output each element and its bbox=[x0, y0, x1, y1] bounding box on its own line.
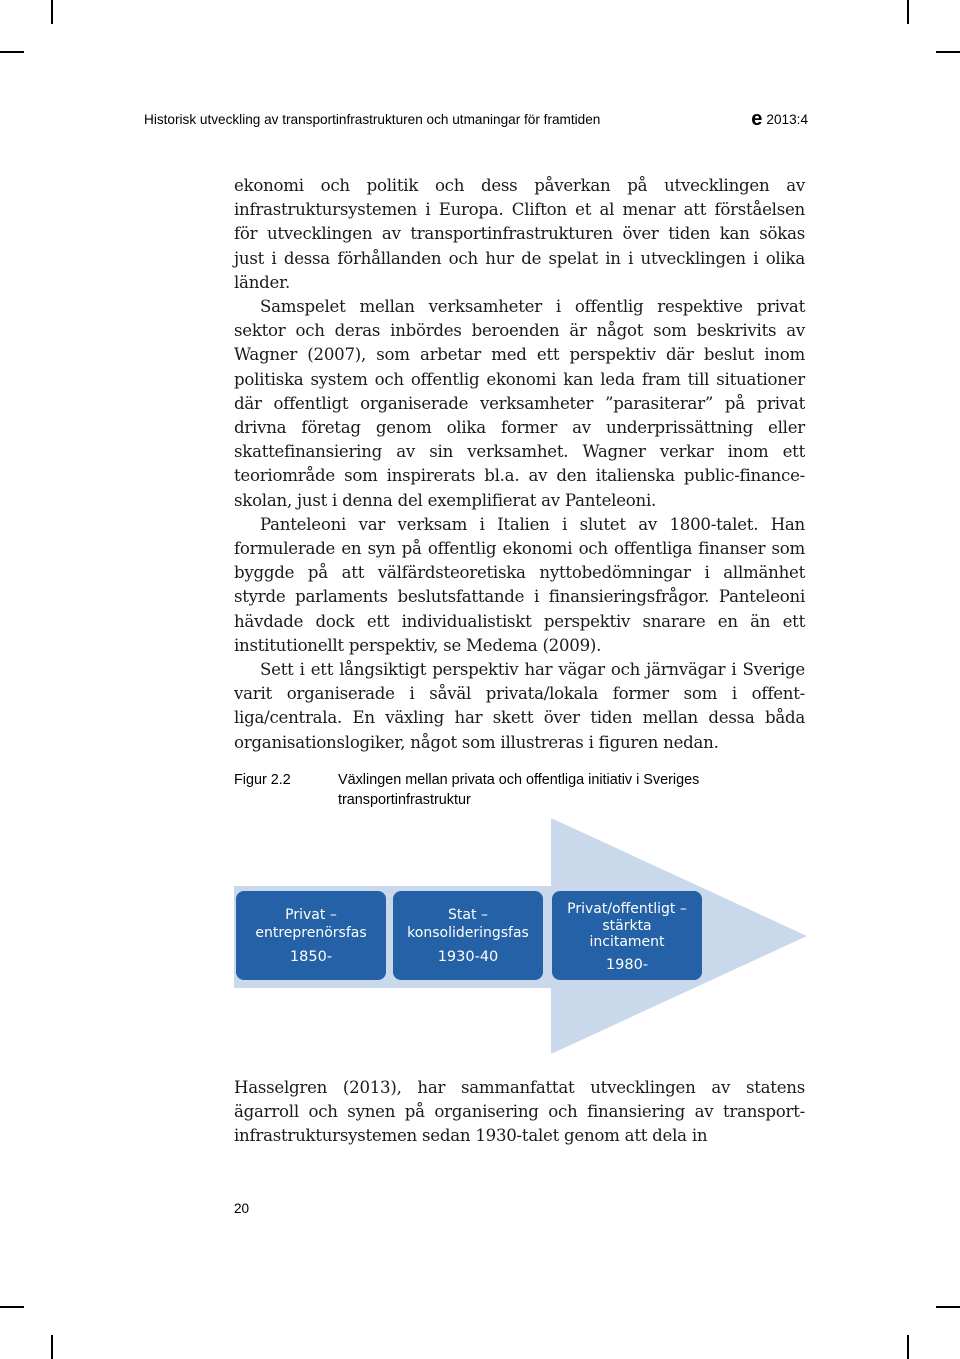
figure-title: Växlingen mellan privata och offentliga initiativ i Sveriges transportinfrastruktur bbox=[338, 772, 700, 808]
running-header bbox=[144, 108, 808, 132]
body-text-after-figure bbox=[234, 1076, 805, 1149]
phase-3-year: 1980- bbox=[605, 957, 649, 973]
crop-mark-top-right-h bbox=[936, 51, 960, 53]
crop-mark-top-left-h bbox=[0, 51, 24, 53]
paragraph-1: ekonomi och politik och dess påverkan på utvecklingen av infrastruktursystemen i Europa. Clifton et al menar att förståelsen för utvecklingen av transportinfrastrukturen över tiden kan sökas just i dessa förhållanden och hur de spelat in i utvecklingen i olika länder. bbox=[234, 176, 805, 292]
crop-mark-bottom-right-v bbox=[907, 1335, 909, 1359]
paragraph-5: Hasselgren (2013), har sammanfattat utvecklingen av statens ägarroll och synen på organisering och finansiering av transport-infrastruktursystemen sedan 1930-talet genom att dela in bbox=[234, 1078, 805, 1146]
publisher-logo-icon: e bbox=[751, 108, 763, 130]
crop-mark-bottom-left-v bbox=[51, 1335, 53, 1359]
crop-mark-bottom-left-h bbox=[0, 1306, 24, 1308]
phase-box-2 bbox=[393, 891, 543, 980]
phase-1-year: 1850- bbox=[289, 949, 333, 965]
phase-1-line1: Privat – bbox=[285, 907, 337, 923]
phase-box-1 bbox=[236, 891, 386, 980]
phase-2-line1: Stat – bbox=[448, 907, 488, 923]
header-title: Historisk utveckling av transportinfrastrukturen och utmaningar för framtiden bbox=[144, 112, 601, 127]
phase-2-line2: konsolideringsfas bbox=[407, 925, 529, 941]
header-issue: 2013:4 bbox=[766, 112, 808, 127]
phase-1-line2: entreprenörsfas bbox=[255, 925, 367, 941]
crop-mark-top-left-v bbox=[51, 0, 53, 24]
paragraph-3: Panteleoni var verksam i Italien i slutet av 1800-talet. Han formulerade en syn på offentlig ekonomi och offentliga finanser som byggde på att välfärdsteoretiska nyttobedömningar i allmänhet styrde parlaments beslutsfattande i finansieringsfrågor. Panteleoni hävdade dock ett individualistiskt perspektiv snarare en än ett institutionellt perspektiv, se Medema (2009). bbox=[234, 514, 805, 655]
phase-2-year: 1930-40 bbox=[437, 949, 499, 965]
phase-3-line1: Privat/offentligt – bbox=[567, 901, 687, 917]
header-issue-block bbox=[751, 108, 808, 130]
phase-box-3 bbox=[552, 891, 702, 980]
phase-3-line3: incitament bbox=[589, 934, 665, 950]
phase-3-line2: stärkta bbox=[602, 918, 652, 934]
page-number: 20 bbox=[234, 1201, 250, 1216]
phase-diagram bbox=[234, 818, 814, 1058]
paragraph-2: Samspelet mellan verksamheter i offentlig respektive privat sektor och deras inbördes beroenden är något som beskrivits av Wagner (2007), som arbetar med ett perspektiv där beslut inom politiska system och offentlig ekonomi kan leda fram till situationer där offentligt organiserade verksamheter ”parasiterar” på privat drivna företag genom olika former av underprissättning eller skattefinansiering av sin verksamhet. Wagner verkar inom ett teoriområde som inspirerats bl.a. av den italienska public-finance-skolan, just i denna del exemplifierat av Panteleoni. bbox=[234, 297, 805, 510]
figure-label: Figur 2.2 bbox=[234, 772, 291, 788]
crop-mark-bottom-right-h bbox=[936, 1306, 960, 1308]
paragraph-4: Sett i ett långsiktigt perspektiv har vägar och järnvägar i Sverige varit organiserade i såväl privata/lokala former som i offent-liga/centrala. En växling har skett över tiden mellan dessa båda organisationslogiker, något som illustreras i figuren nedan. bbox=[234, 660, 805, 752]
body-text bbox=[234, 174, 805, 755]
crop-mark-top-right-v bbox=[907, 0, 909, 24]
